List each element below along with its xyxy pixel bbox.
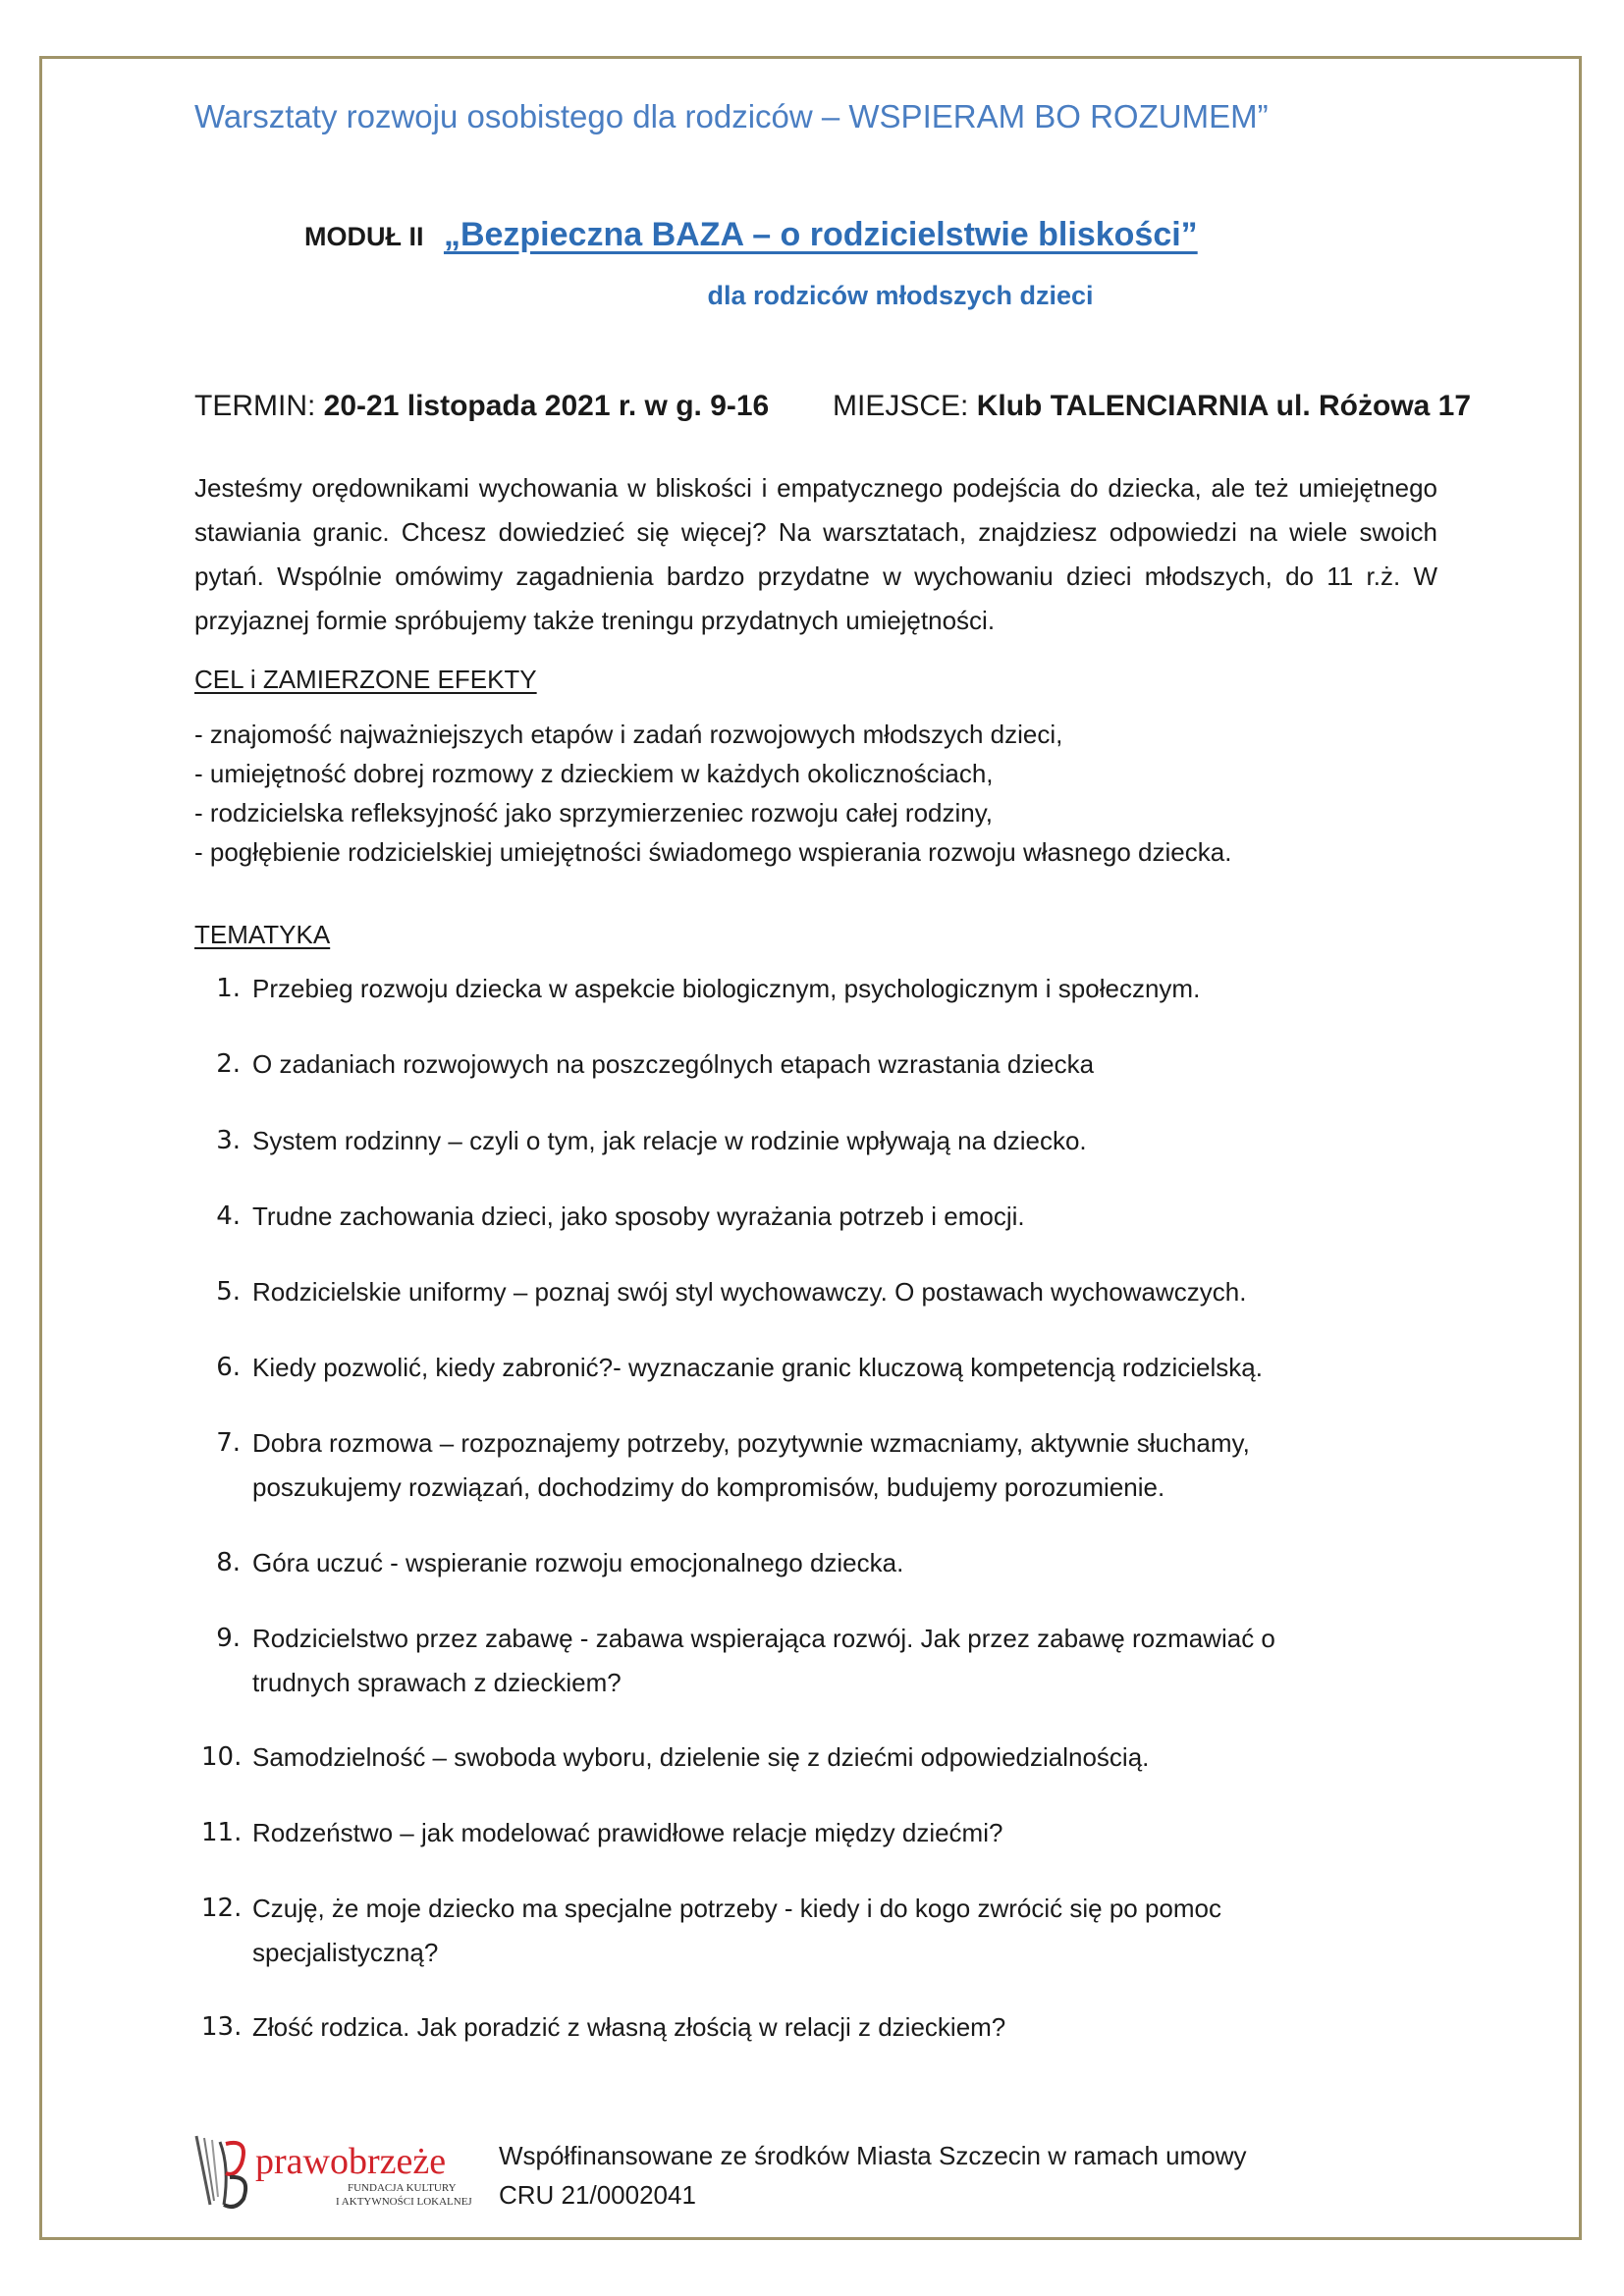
goals-list [194,715,1471,872]
module-heading [304,216,1198,254]
topic-text-continued: trudnych sprawach z dzieckiem? [252,1668,622,1697]
logo-tagline-1: FUNDACJA KULTURY [348,2182,457,2194]
topic-item [201,1042,1380,1087]
topic-item [201,1887,1380,1975]
topic-number: 12. [201,1894,243,1923]
logo-wordmark-part1: prawobrzeże [255,2141,447,2182]
topic-item [201,1617,1380,1705]
topic-item [201,1270,1380,1314]
topic-text: Rodzeństwo – jak modelować prawidłowe relacje między dziećmi? [252,1818,1003,1847]
term-line [194,390,1472,423]
topic-text: Rodzicielstwo przez zabawę - zabawa wspierająca rozwój. Jak przez zabawę rozmawiać o [252,1624,1275,1653]
place-value: Klub TALENCIARNIA ul. Różowa 17 [976,390,1472,422]
topic-text: Góra uczuć - wspieranie rozwoju emocjonalnego dziecka. [252,1548,904,1577]
goal-item: - pogłębienie rodzicielskiej umiejętności świadomego wspierania rozwoju własnego dziecka. [194,837,1232,867]
topic-text: Rodzicielskie uniformy – poznaj swój styl wychowawczy. O postawach wychowawczych. [252,1277,1247,1307]
goal-item: - znajomość najważniejszych etapów i zadań rozwojowych młodszych dzieci, [194,720,1063,749]
foundation-logo [190,2128,475,2215]
funding-note [499,2136,1247,2215]
topic-item [201,1421,1380,1510]
goal-item: - rodzicielska refleksyjność jako sprzymierzeniec rozwoju całej rodziny, [194,798,994,828]
topic-number: 9. [216,1624,241,1653]
topic-item [201,1346,1380,1390]
logo-tagline-2: I AKTYWNOŚCI LOKALNEJ [336,2196,472,2208]
foundation-logo-graphic [190,2128,475,2215]
topic-number: 11. [201,1818,243,1847]
module-label: MODUŁ II [304,222,424,251]
place [833,390,1471,423]
term-label: TERMIN: [194,390,316,422]
funding-line-2: CRU 21/0002041 [499,2180,696,2210]
topic-number: 2. [216,1049,241,1079]
topic-number: 10. [201,1742,243,1772]
topic-text-continued: specjalistyczną? [252,1938,439,1967]
header-title: Warsztaty rozwoju osobistego dla rodziców – WSPIERAM BO ROZUMEM” [194,98,1269,134]
topic-item [201,1811,1380,1855]
topic-number: 8. [216,1548,241,1577]
topic-number: 7. [216,1428,241,1458]
topic-item [201,1195,1380,1239]
topic-text: Czuję, że moje dziecko ma specjalne potrzeby - kiedy i do kogo zwrócić się po pomoc [252,1894,1222,1923]
topic-text-continued: poszukujemy rozwiązań, dochodzimy do kompromisów, budujemy porozumienie. [252,1472,1165,1502]
topic-text: O zadaniach rozwojowych na poszczególnych etapach wzrastania dziecka [252,1049,1095,1079]
topic-text: Dobra rozmowa – rozpoznajemy potrzeby, pozytywnie wzmacniamy, aktywnie słuchamy, [252,1428,1250,1458]
topic-text: Trudne zachowania dzieci, jako sposoby wyrażania potrzeb i emocji. [252,1201,1025,1231]
topic-number: 1. [216,974,241,1003]
topic-text: Samodzielność – swoboda wyboru, dzielenie się z dziećmi odpowiedzialnością. [252,1742,1150,1772]
topic-text: Przebieg rozwoju dziecka w aspekcie biologicznym, psychologicznym i społecznym. [252,974,1201,1003]
topic-number: 5. [216,1277,241,1307]
topic-number: 3. [216,1126,241,1155]
topic-item [201,1541,1380,1585]
module-title: „Bezpieczna BAZA – o rodzicielstwie bliskości” [443,216,1198,253]
topic-text: System rodzinny – czyli o tym, jak relacje w rodzinie wpływają na dziecko. [252,1126,1087,1155]
term-value: 20-21 listopada 2021 r. w g. 9-16 [323,390,770,422]
topic-number: 13. [201,2012,243,2042]
goals-heading: CEL i ZAMIERZONE EFEKTY [194,665,537,694]
funding-line-1: Współfinansowane ze środków Miasta Szczecin w ramach umowy [499,2141,1247,2170]
topic-number: 4. [216,1201,241,1231]
topic-text: Kiedy pozwolić, kiedy zabronić?- wyznaczanie granic kluczową kompetencją rodzicielską. [252,1353,1263,1382]
place-label: MIEJSCE: [833,390,969,422]
topic-item [201,1119,1380,1163]
topic-item [201,1735,1380,1780]
topic-item [201,967,1380,1011]
topic-item [201,2005,1380,2050]
goal-item: - umiejętność dobrej rozmowy z dzieckiem w każdych okolicznościach, [194,759,994,788]
topics-heading: TEMATYKA [194,920,331,949]
topic-text: Złość rodzica. Jak poradzić z własną złością w relacji z dzieckiem? [252,2012,1006,2042]
topic-number: 6. [216,1353,241,1382]
module-subtitle: dla rodziców młodszych dzieci [707,281,1094,310]
intro-paragraph: Jesteśmy orędownikami wychowania w bliskości i empatycznego podejścia do dziecka, ale też umiejętnego stawiania granic. Chcesz dowiedzieć się więcej? Na warsztatach, znajdziesz odpowiedzi na wiele swoich pytań. Wspólnie omówimy zagadnienia bardzo przydatne w wychowaniu dzieci młodszych, do 11 r.ż. W przyjaznej formie spróbujemy także treningu przydatnych umiejętności. [194,473,1437,635]
